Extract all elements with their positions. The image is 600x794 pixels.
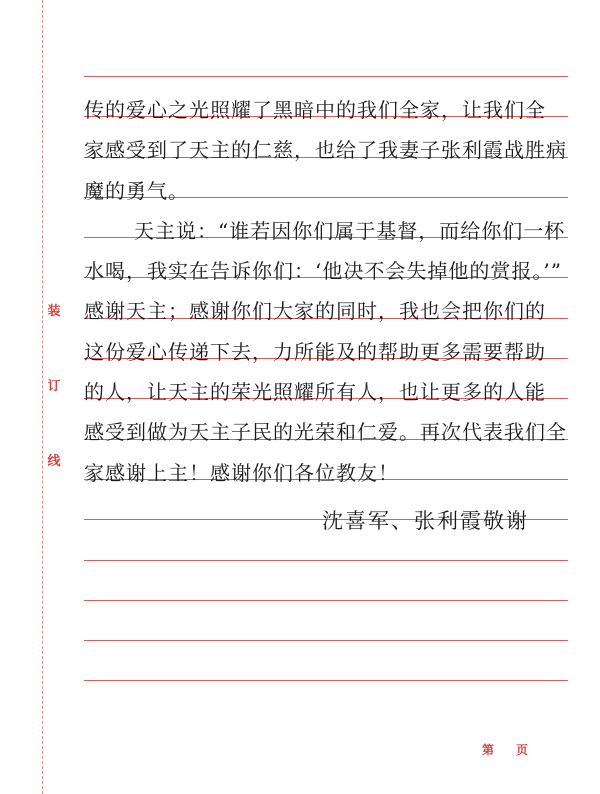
binding-margin-label bbox=[47, 300, 61, 469]
letter-line: 水喝，我实在告诉你们：‘他决不会失掉他的赏报。’” bbox=[84, 259, 562, 284]
rule-line bbox=[84, 640, 568, 641]
binding-char-ding: 订 bbox=[47, 379, 61, 394]
signature: 沈喜军、张利霞敬谢 bbox=[322, 509, 529, 533]
letter-line: 传的爱心之光照耀了黑暗中的我们全家，让我们全 bbox=[84, 98, 546, 122]
letter-line: 这份爱心传递下去，力所能及的帮助更多需要帮助 bbox=[84, 339, 546, 364]
letter-line: 家感谢上主！感谢你们各位教友！ bbox=[84, 460, 399, 485]
letter-line: 家感受到了天主的仁慈，也给了我妻子张利霞战胜病 bbox=[84, 138, 567, 163]
binding-char-zhuang: 装 bbox=[47, 304, 61, 319]
footer-di: 第 bbox=[482, 743, 495, 757]
rule-line bbox=[84, 76, 568, 77]
letter-body bbox=[84, 90, 568, 493]
letter-line: 魔的勇气。 bbox=[84, 178, 189, 203]
footer-ye: 页 bbox=[516, 743, 529, 757]
rule-line bbox=[84, 600, 568, 601]
page-number-footer bbox=[482, 741, 528, 758]
letter-line: 感受到做为天主子民的光荣和仁爱。再次代表我们全 bbox=[84, 420, 567, 445]
rule-line bbox=[84, 560, 568, 561]
rule-line bbox=[84, 680, 568, 681]
binding-char-xian: 线 bbox=[47, 454, 61, 469]
binding-dashed-line bbox=[42, 0, 43, 794]
letter-line: 的人，让天主的荣光照耀所有人，也让更多的人能 bbox=[84, 380, 546, 405]
letter-line: 天主说：“谁若因你们属于基督，而给你们一杯 bbox=[134, 218, 566, 243]
letter-line: 感谢天主；感谢你们大家的同时，我也会把你们的 bbox=[84, 299, 546, 324]
